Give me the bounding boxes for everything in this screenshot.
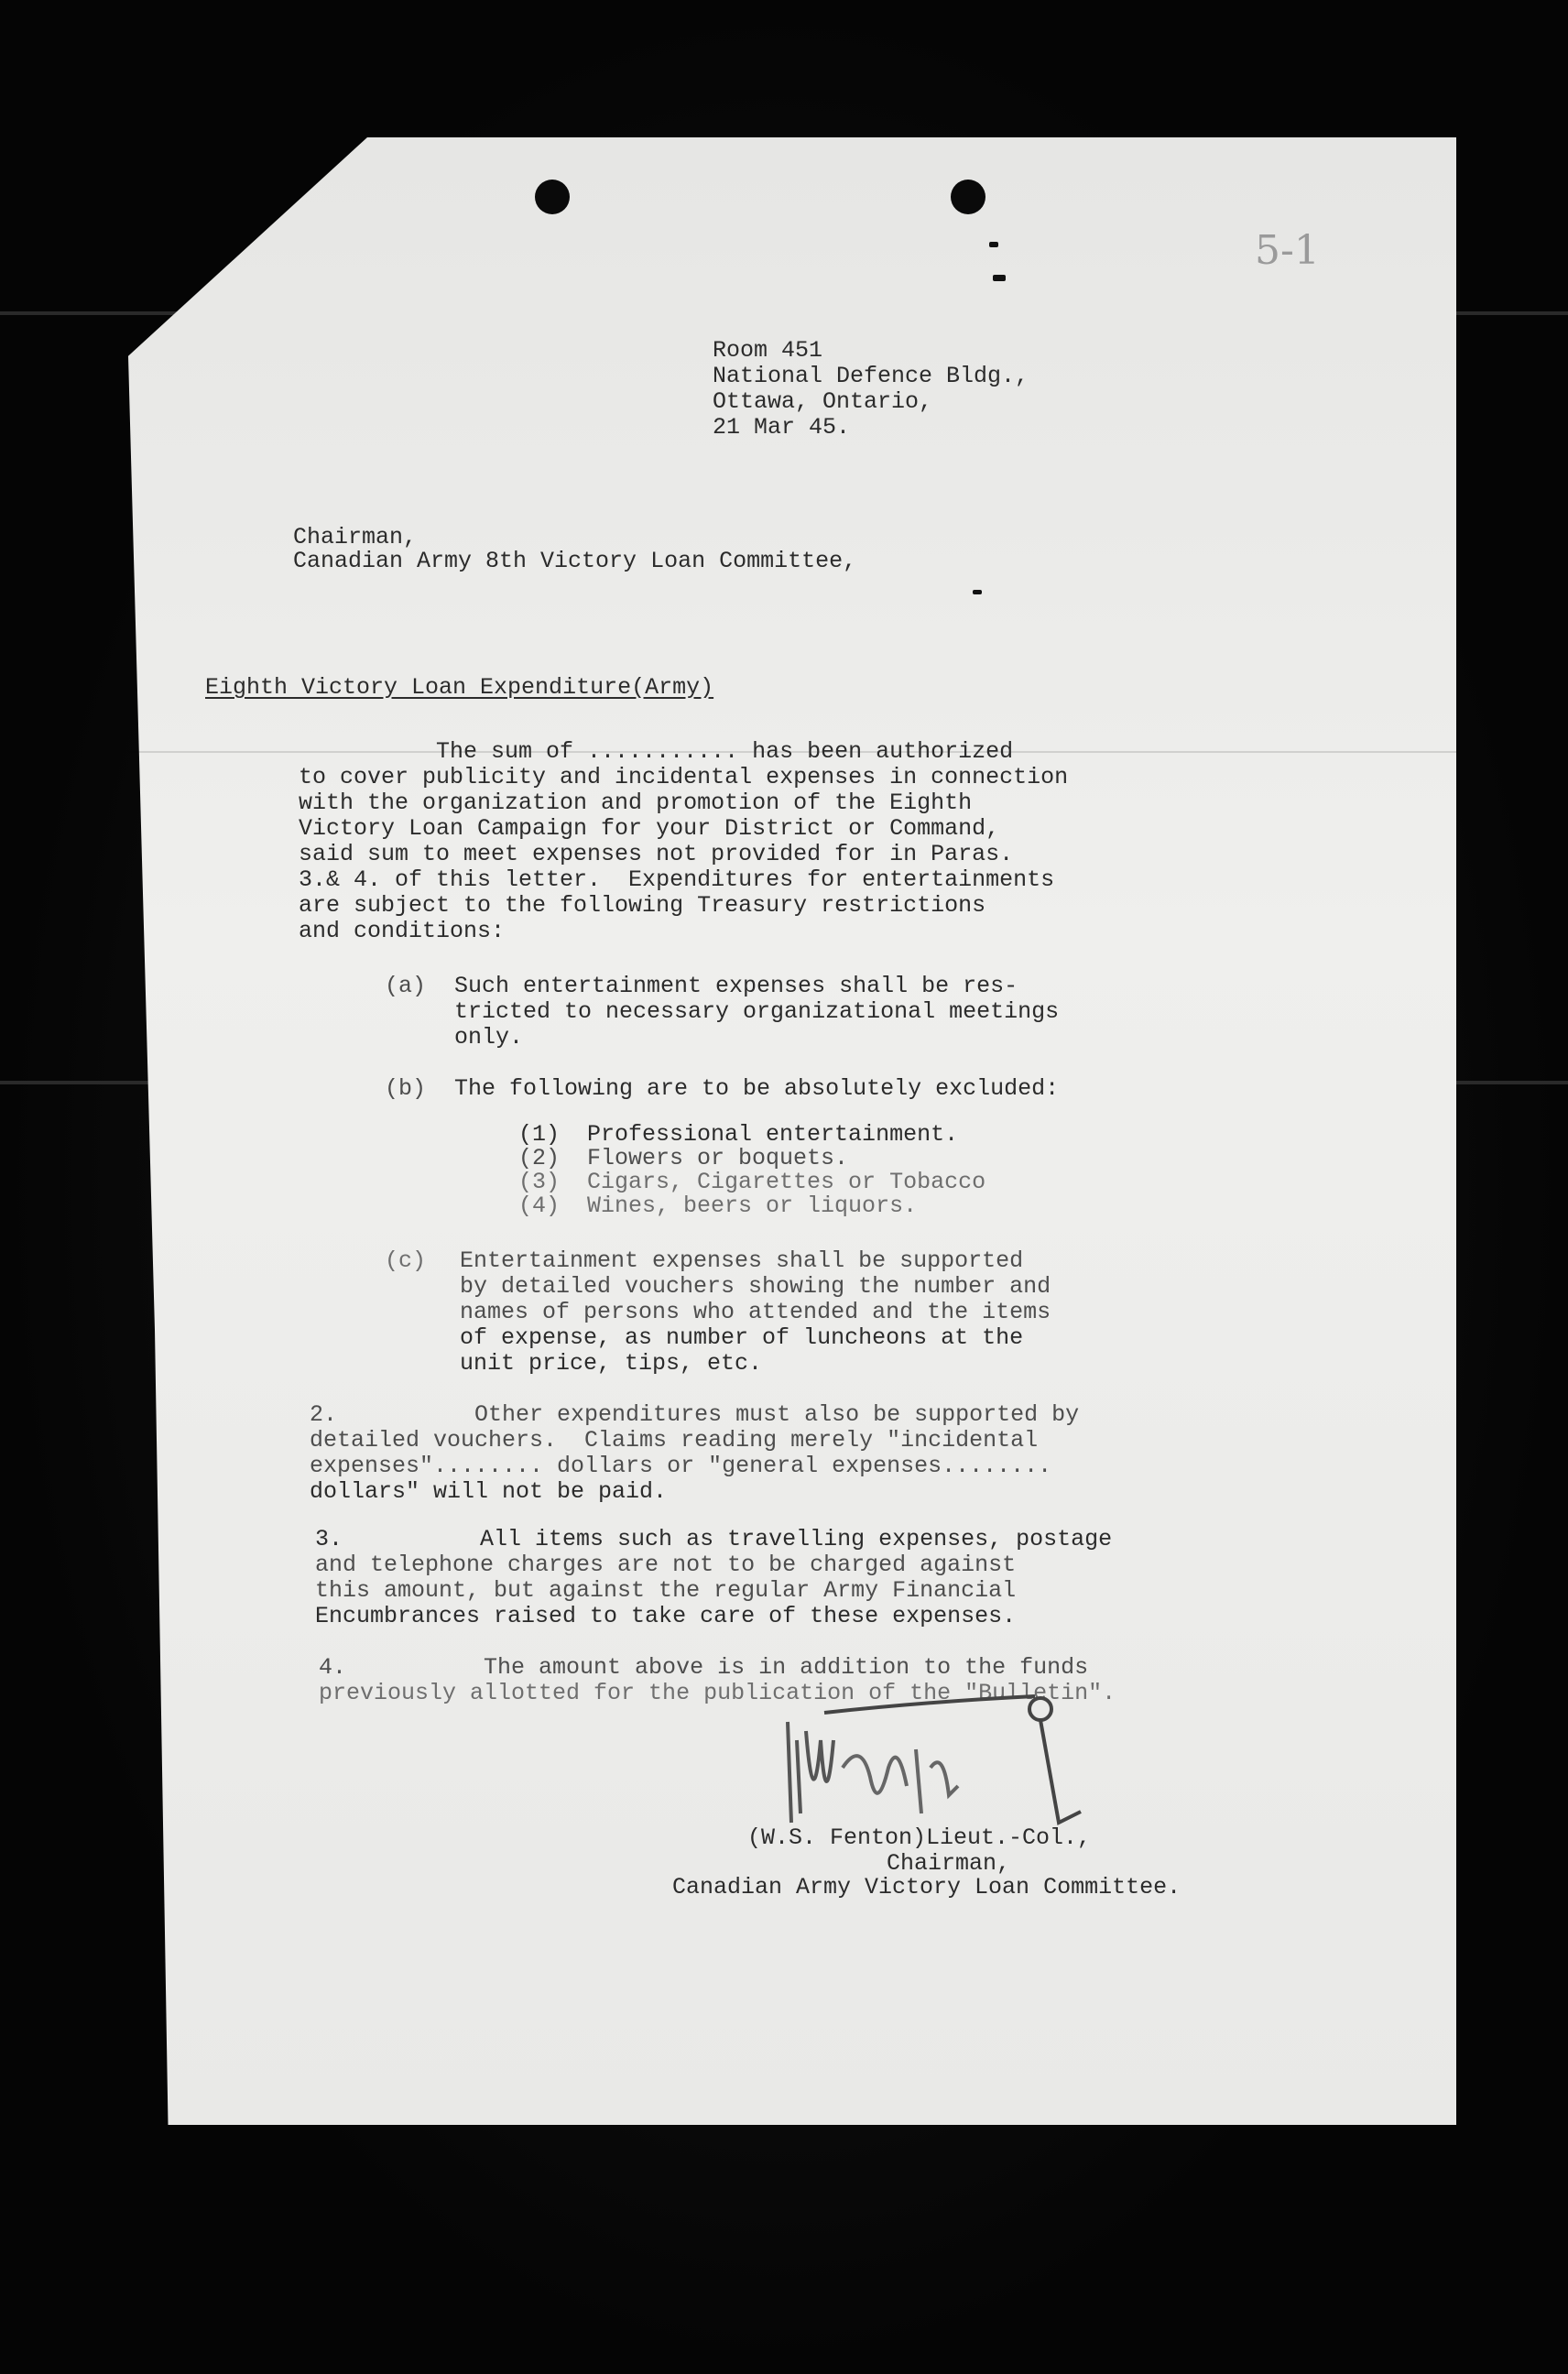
item-b-marker: (b) (385, 1075, 427, 1102)
punch-hole (535, 180, 570, 214)
item-c-line: unit price, tips, etc. (460, 1350, 763, 1377)
para4-line: previously allotted for the publication of the "Bulletin". (319, 1680, 1116, 1706)
excluded-item: (2) Flowers or boquets. (518, 1145, 849, 1171)
recipient-committee: Canadian Army 8th Victory Loan Committee, (293, 548, 857, 574)
signatory-title: Chairman, (887, 1850, 1011, 1877)
item-a-marker: (a) (385, 973, 427, 999)
ink-speck (973, 590, 982, 594)
para2-line: dollars" will not be paid. (310, 1478, 668, 1505)
item-a-line: only. (454, 1024, 524, 1051)
para3-line: 3. All items such as travelling expenses, postage (315, 1526, 1113, 1552)
intro-line: are subject to the following Treasury restrictions (299, 892, 986, 919)
intro-line: to cover publicity and incidental expenses in connection (299, 764, 1069, 790)
para4-line: 4. The amount above is in addition to the funds (319, 1654, 1089, 1681)
ink-speck (993, 275, 1006, 281)
para2-line: detailed vouchers. Claims reading merely "incidental (310, 1427, 1039, 1454)
para2-line: expenses"........ dollars or "general expenses........ (310, 1453, 1052, 1479)
para2-line: 2. Other expenditures must also be supported by (310, 1401, 1080, 1428)
item-c-line: Entertainment expenses shall be supported (460, 1247, 1024, 1274)
excluded-item: (3) Cigars, Cigarettes or Tobacco (518, 1169, 986, 1195)
intro-line: and conditions: (299, 918, 506, 944)
item-a-line: Such entertainment expenses shall be res- (454, 973, 1018, 999)
handwritten-signature (769, 1685, 1099, 1841)
recipient-title: Chairman, (293, 524, 418, 550)
address-room: Room 451 (713, 337, 823, 364)
address-building: National Defence Bldg., (713, 363, 1029, 389)
item-b-text: The following are to be absolutely excluded: (454, 1075, 1060, 1102)
letter-date: 21 Mar 45. (713, 414, 851, 441)
excluded-item: (1) Professional entertainment. (518, 1121, 959, 1148)
signatory-committee: Canadian Army Victory Loan Committee. (672, 1874, 1181, 1900)
excluded-item: (4) Wines, beers or liquors. (518, 1192, 918, 1219)
intro-line: 3.& 4. of this letter. Expenditures for entertainments (299, 866, 1055, 893)
item-c-line: by detailed vouchers showing the number and (460, 1273, 1051, 1300)
intro-line: said sum to meet expenses not provided for in Paras. (299, 841, 1014, 867)
intro-line: Victory Loan Campaign for your District or Command, (299, 815, 1000, 842)
punch-hole (951, 180, 985, 214)
item-c-line: of expense, as number of luncheons at the (460, 1324, 1024, 1351)
para3-line: and telephone charges are not to be charged against (315, 1552, 1017, 1578)
intro-line: The sum of ........... has been authorized (299, 738, 1014, 765)
marginal-note: 5-1 (1255, 227, 1320, 274)
signatory-name: (W.S. Fenton)Lieut.-Col., (747, 1824, 1092, 1851)
para3-line: Encumbrances raised to take care of these expenses. (315, 1603, 1017, 1629)
item-c-line: names of persons who attended and the items (460, 1299, 1051, 1325)
para3-line: this amount, but against the regular Army Financial (315, 1577, 1017, 1604)
item-c-marker: (c) (385, 1247, 427, 1274)
address-city: Ottawa, Ontario, (713, 388, 933, 415)
intro-line: with the organization and promotion of the Eighth (299, 790, 973, 816)
subject-heading: Eighth Victory Loan Expenditure(Army) (205, 674, 714, 701)
item-a-line: tricted to necessary organizational meetings (454, 998, 1060, 1025)
ink-speck (989, 242, 998, 247)
